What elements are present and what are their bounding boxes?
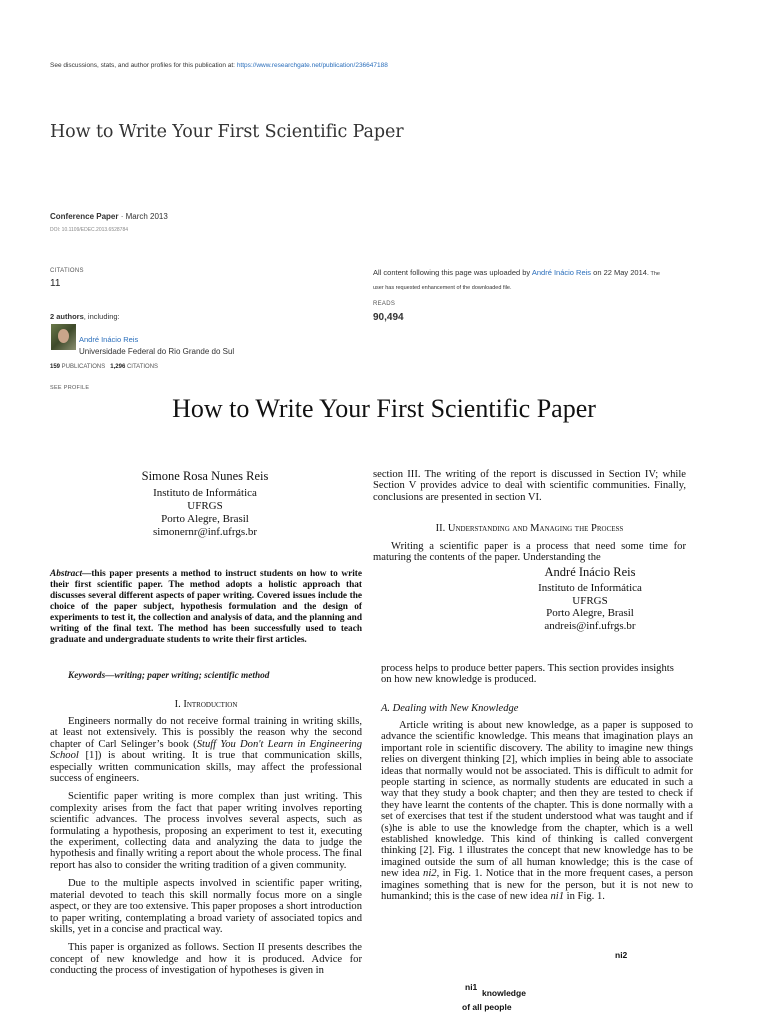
author-2-email: andreis@inf.ufrgs.br <box>544 620 636 633</box>
author-block-1 <box>50 470 360 539</box>
upload-note-2: user has requested enhancement of the downloaded file. <box>373 285 512 291</box>
r4-text-a: Article writing is about new knowledge, as a paper is supposed to advance the scientific knowledge. This means that imagination plays an important role in scientific discovery. The ability to imagine new things relies on divergent thinking [2], which implies in being able to associate ideas that normally would not be associated. This is difficult to admit for people starting in science, as normally students are educated in such a way that they study a book chapter; and then they are tested to check if they have learnt the contents of the chapter. This is done normally with a set of exercises that test if the student understood what was taught and if (s)he is able to use the knowledge from the chapter, which is a well established knowledge. This kind of thinking is called convergent thinking [2]. Fig. 1 illustrates the concept that new knowledge has to be imagined outside the sum of all human knowledge; this is the case of new idea <box>381 720 693 880</box>
paragraph-2: Scientific paper writing is more complex than just writing. This complexity arises from the fact that paper writing involves reporting scientific advances. The process involves several aspects, such as formulating a hypothesis, proposing an experiment to test it, executing the experiment, collecting data and analyzing the data to judge the hypothesis and finally writing a report about the whole process. The final report has also to consider the writing tradition of a given community. <box>50 791 362 871</box>
r4-text-c: in Fig. 1. <box>564 891 605 903</box>
author-2-university: UFRGS <box>572 594 608 607</box>
paragraph-1 <box>50 716 362 784</box>
section-2-number: II. <box>435 523 448 534</box>
abstract-label: Abstract <box>50 569 83 579</box>
r4-text-b: , in Fig. 1. Notice that in the more frequent cases, a person imagines something that is new for the person, but it is not new to humankind; this is the case of new idea <box>381 868 693 903</box>
author-2-city: Porto Alegre, Brasil <box>546 607 634 620</box>
right-paragraph-2 <box>373 541 686 564</box>
conference-date: · March 2013 <box>118 212 168 221</box>
reads-label: READS <box>373 301 396 307</box>
authors-count-value: 2 authors <box>50 312 84 321</box>
keywords: Keywords—writing; paper writing; scientific method <box>68 671 270 681</box>
p1-text-a: Engineers normally do not receive formal training in writing skills, at least not extensively. This is possibly the reason why the second chapter of Carl Selinger’s book ( <box>50 716 362 750</box>
avatar[interactable] <box>51 324 76 350</box>
upload-date: on 22 May 2014. <box>591 268 650 277</box>
author-1-name: Simone Rosa Nunes Reis <box>141 469 269 483</box>
section-1-heading <box>50 699 362 710</box>
authors-suffix: , including: <box>83 312 120 321</box>
conference-type: Conference Paper <box>50 212 119 221</box>
upload-info <box>373 268 660 277</box>
author-1-university: UFRGS <box>187 500 223 512</box>
author-affiliation: Universidade Federal do Rio Grande do Sul <box>79 347 235 356</box>
publications-label: PUBLICATIONS <box>60 364 106 370</box>
p1-book-title: Stuff You Don't Learn in Engineering School <box>50 738 362 762</box>
r4-ni2: ni2 <box>423 868 437 880</box>
abstract <box>50 569 362 646</box>
figure-label-knowledge: knowledge <box>482 988 526 998</box>
conference-info <box>50 212 168 221</box>
author-block-2 <box>440 566 740 633</box>
right-paragraph-3: process helps to produce better papers. This section provides insights on how new knowledge is produced. <box>381 663 674 686</box>
see-profile-button[interactable]: SEE PROFILE <box>50 385 90 391</box>
citations-label: CITATIONS <box>50 268 84 274</box>
citations-value: 11 <box>50 278 61 289</box>
paragraph-4: This paper is organized as follows. Section II presents describes the concept of new knowledge and how it is produced. Advice for conducting the process of investigation of hypotheses is given in <box>50 942 362 977</box>
upload-note: The <box>649 271 660 277</box>
publication-link[interactable]: https://www.researchgate.net/publication/236647188 <box>236 62 388 69</box>
author-2-name: André Inácio Reis <box>544 565 636 579</box>
section-2-heading <box>373 523 686 534</box>
r4-ni1: ni1 <box>550 891 565 903</box>
author-1-city: Porto Alegre, Brasil <box>161 513 249 525</box>
intro-col-left <box>50 716 362 977</box>
publications-count: 159 <box>50 364 61 370</box>
section-2-title: Understanding and Managing the Process <box>447 523 624 534</box>
paper-title: How to Write Your First Scientific Paper <box>172 394 596 423</box>
p1-text-b: [1]) is about writing. It is true that communication skills, especially written communication skills, may affect the professional success of engineers. <box>50 750 362 785</box>
figure-label-people: of all people <box>462 1002 512 1012</box>
author-stats <box>50 364 158 370</box>
author-2-institute: Instituto de Informática <box>538 581 642 594</box>
figure-label-ni2: ni2 <box>615 950 628 960</box>
header-text: See discussions, stats, and author profiles for this publication at: <box>50 62 235 69</box>
section-1-title: Introduction <box>183 699 238 710</box>
author-profile-link[interactable]: André Inácio Reis <box>79 335 139 344</box>
cover-title: How to Write Your First Scientific Paper <box>50 122 404 142</box>
uploader-link[interactable]: André Inácio Reis <box>531 268 592 277</box>
author-citations-label: CITATIONS <box>125 364 159 370</box>
upload-prefix: All content following this page was uploaded by <box>373 268 532 277</box>
author-1-institute: Instituto de Informática <box>153 487 257 499</box>
subsection-a-heading: A. Dealing with New Knowledge <box>381 703 519 714</box>
right-paragraph-1: section III. The writing of the report is discussed in Section IV; while Section V provides advice to deal with scientific communities. Finally, conclusions are presented in section VI. <box>373 469 686 503</box>
r2-text: Writing a scientific paper is a process that need some time for maturing the contents of the paper. Understanding the <box>373 541 686 564</box>
paragraph-3: Due to the multiple aspects involved in scientific paper writing, material devoted to teach this skill normally focus more on a single aspect, or they are too extensive. This paper proposes a short introduction to paper writing, contemplating a broad variety of associated topics and skills, yet in a concise and practical way. <box>50 878 362 935</box>
abstract-text: —this paper presents a method to instruct students on how to write their first scientific paper. The method adopts a holistic approach that discusses several different aspects of paper writing. Covered issues include the choice of the paper subject, hypothesis formulation and the design of experiments to test it, the collection and analysis of data, and the planning and writing of the final text. The method has been successfully used to teach graduate and undergraduate students to write their first articles. <box>50 569 362 645</box>
right-paragraph-4 <box>381 720 693 903</box>
researchgate-header <box>50 62 388 69</box>
figure-label-ni1: ni1 <box>465 982 478 992</box>
author-citations-count: 1,296 <box>110 364 126 370</box>
authors-count <box>50 312 120 321</box>
doi[interactable]: DOI: 10.1109/EDEC.2013.6528784 <box>50 227 129 233</box>
author-1-email: simonernr@inf.ufrgs.br <box>152 526 258 538</box>
reads-value: 90,494 <box>373 312 404 323</box>
section-1-number: I. <box>174 699 184 710</box>
